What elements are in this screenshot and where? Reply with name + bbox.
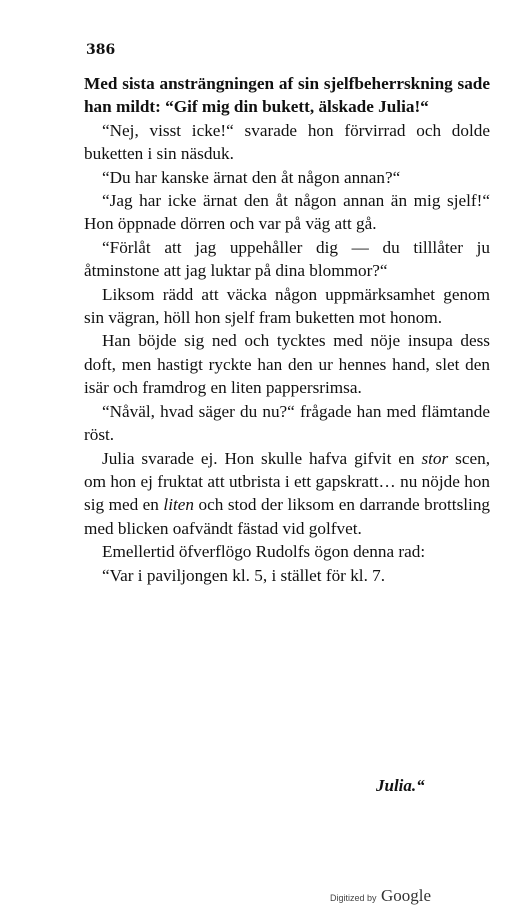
- paragraph-9: [84, 447, 490, 541]
- paragraph-2: “Nej, visst icke!“ svarade hon förvirrad och dolde buketten i sin näsduk.: [84, 120, 490, 164]
- digitized-footer: [330, 886, 431, 906]
- paragraph-1: Med sista ansträngningen af sin sjelfbeherrskning sade han mildt: “Gif mig din bukett, älskade Julia!“: [84, 74, 490, 117]
- digitized-by-label: Digitized by: [330, 893, 377, 903]
- signature: Julia.“: [376, 776, 425, 795]
- body-text: [84, 72, 490, 587]
- paragraph-10: Emellertid öfverflögo Rudolfs ögon denna rad:: [102, 542, 426, 562]
- paragraph-9-part-c: scen, om hon ej fruktat att utbrista i ett gapskratt… nu nöjde hon sig med en: [84, 448, 490, 515]
- paragraph-7: Han böjde sig ned och tycktes med nöje insupa dess doft, men hastigt ryckte han den ur hennes hand, slet den isär och framdrog en liten pappersrimsa.: [84, 331, 490, 398]
- paragraph-3: “Du har kanske ärnat den åt någon annan?“: [102, 167, 401, 187]
- paragraph-4: “Jag har icke ärnat den åt någon annan än mig sjelf!“ Hon öppnade dörren och var på väg att gå.: [84, 191, 490, 234]
- emphasis-liten: liten: [163, 495, 194, 515]
- paragraph-11: “Var i paviljongen kl. 5, i stället för kl. 7.: [102, 565, 386, 585]
- page-number: 386: [86, 42, 116, 58]
- emphasis-stor: stor: [421, 448, 449, 468]
- google-logo: Google: [380, 886, 432, 905]
- paragraph-8: “Nåväl, hvad säger du nu?“ frågade han med flämtande röst.: [84, 401, 490, 445]
- paragraph-6: Liksom rädd att väcka någon uppmärksamhet genom sin vägran, höll hon sjelf fram buketten mot honom.: [84, 284, 490, 328]
- paragraph-5: “Förlåt att jag uppehåller dig — du tilllåter ju åtminstone att jag luktar på dina blommor?“: [84, 237, 490, 281]
- paragraph-9-part-a: Julia svarade ej. Hon skulle hafva gifvit en: [102, 448, 422, 468]
- paragraph-9-part-e: och stod der liksom en darrande brottsling med blicken oafvändt fästad vid golfvet.: [84, 495, 491, 538]
